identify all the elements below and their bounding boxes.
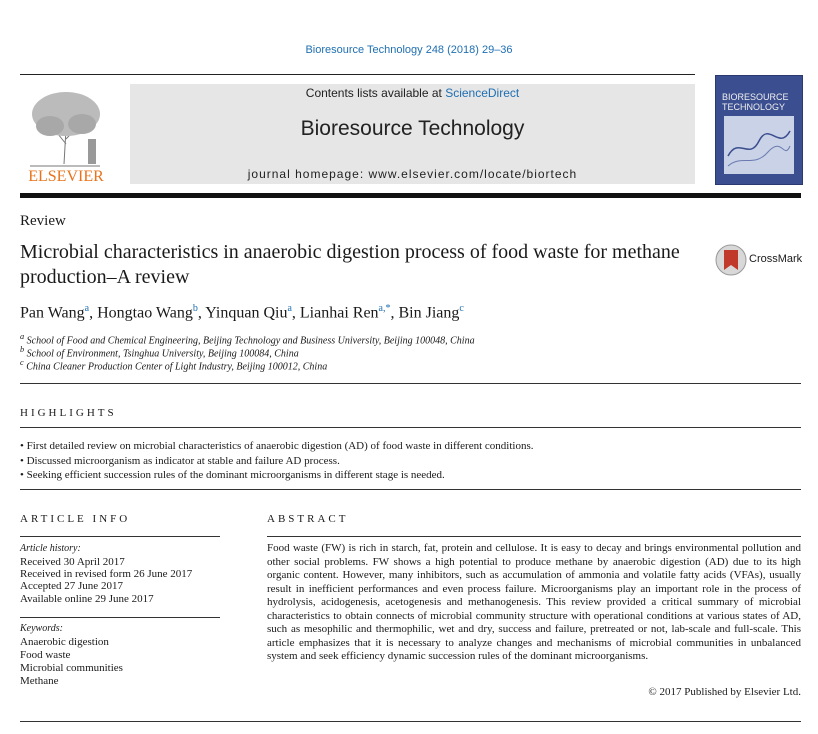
author-list: Pan Wang$^a$, Hongtao Wang$^b$, Yinquan Qiu$^a$, Lianhai Ren$^{a,*}$, Bin Jiang$^c$ [20,303,464,322]
affiliation: $^a$ School of Food and Chemical Engineering, Beijing Technology and Business University, Beijing 100048, China [20,332,475,347]
history-item: Received in revised form 26 June 2017 [20,568,193,580]
elsevier-logo[interactable] [20,84,112,184]
elsevier-wordmark: ELSEVIER [28,168,104,184]
author[interactable]: Hongtao Wang [97,304,193,322]
cover-chart-icon [724,116,794,174]
highlight-item: • Seeking efficient succession rules of the dominant microorganisms in different stage is needed. [20,469,445,481]
author-sup[interactable]: a [84,303,90,314]
divider [267,536,801,537]
divider [20,536,220,537]
journal-cover[interactable] [715,75,803,185]
author-sup[interactable]: a,* [378,303,391,314]
keyword: Food waste [20,649,71,661]
keyword: Microbial communities [20,662,123,674]
divider [20,489,801,490]
crossmark-icon [715,244,747,276]
history-item: Received 30 April 2017 [20,556,125,568]
keywords-heading: Keywords: [20,623,63,634]
sciencedirect-link[interactable]: ScienceDirect [445,86,520,100]
highlight-item: • Discussed microorganism as indicator at stable and failure AD process. [20,455,340,467]
contents-line [130,86,695,100]
divider [20,427,801,428]
cover-title: BIORESOURCE TECHNOLOGY [722,92,789,112]
author[interactable]: Pan Wang [20,304,85,322]
affiliation: $^b$ School of Environment, Tsinghua University, Beijing 100084, China [20,345,299,360]
journal-homepage[interactable]: journal homepage: www.elsevier.com/locate/biortech [247,167,578,181]
affiliation: $^c$ China Cleaner Production Center of Light Industry, Beijing 100012, China [20,358,328,373]
highlights-heading: HIGHLIGHTS [20,407,117,419]
article-info-heading: ARTICLE INFO [20,513,131,525]
crossmark-label[interactable]: CrossMark [749,253,803,265]
history-item: Accepted 27 June 2017 [20,580,123,592]
article-type: Review [20,213,66,229]
abstract-text: Food waste (FW) is rich in starch, fat, protein and cellulose. It is easy to decay and brings environmental pollution and other social problems. FW shows a high potential to produce methane by anaerobic digestion (AD) due to its high organic content. However, many inhibitors, such as accumulation of ammonia and volatile fatty acids (VFAs), usually result in inefficient performances and even process failure. Microorganisms play an important role in the process of hydrolysis, acidogenesis, acetogenesis and methanogenesis. This review provided a critical summary of microbial characteristics to obtain connects of microbial community structure with operational conditions at various states of AD, such as mesophilic and thermophilic, wet and dry, success and failure, pretreated or not, lab-scale and full-scale. This article emphasizes that it is necessary to analyze changes and mechanisms of microbial communities in unbalanced system and seek efficiency dynamic succession rules of the dominant microorganisms. [267,542,801,662]
journal-name: Bioresource Technology [300,117,525,140]
author-sup[interactable]: c [459,303,464,314]
header-rule [20,193,801,198]
keyword: Anaerobic digestion [20,636,109,648]
contents-prefix: Contents lists available at [305,86,446,100]
history-item: Available online 29 June 2017 [20,593,154,605]
author-sup[interactable]: a [287,303,292,314]
author-sup[interactable]: b [192,303,198,314]
keyword: Methane [20,675,59,687]
history-heading: Article history: [20,543,81,554]
article-title: Microbial characteristics in anaerobic digestion process of food waste for methane production–A review [20,241,680,288]
abstract-heading: ABSTRACT [267,513,349,525]
divider [20,721,801,722]
highlight-item: • First detailed review on microbial characteristics of anaerobic digestion (AD) of food waste in different conditions. [20,440,534,452]
divider [20,617,220,618]
author[interactable]: Lianhai Ren [299,304,379,322]
author[interactable]: Yinquan Qiu [205,304,288,322]
journal-citation[interactable]: Bioresource Technology 248 (2018) 29–36 [305,44,513,56]
divider [20,383,801,384]
divider [20,74,695,75]
copyright: © 2017 Published by Elsevier Ltd. [648,686,801,698]
author[interactable]: Bin Jiang [398,304,460,322]
